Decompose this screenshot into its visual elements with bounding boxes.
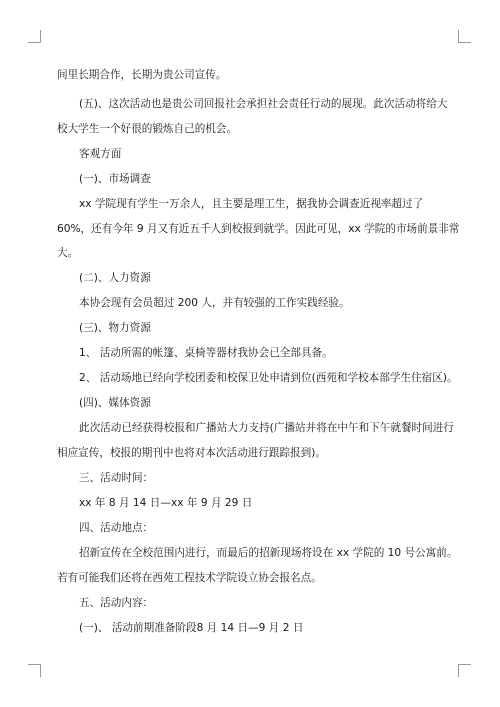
- section-heading: 三、活动时间：: [79, 472, 154, 484]
- section-heading: 四、活动地点：: [79, 522, 154, 534]
- text-line: 相应宣传，校报的期刊中也将对本次活动进行跟踪报到)。: [57, 447, 326, 459]
- corner-mark-top-left: [28, 30, 41, 43]
- list-item: 1、 活动所需的帐篷、桌椅等器材我协会已全部具备。: [79, 347, 333, 359]
- text-line: 若有可能我们还将在西苑工程技术学院设立协会报名点。: [57, 572, 322, 584]
- text-line: (五)、这次活动也是贵公司回报社会承担社会责任行动的展现。此次活动将给大: [79, 98, 448, 110]
- subsection-heading: (三)、物力资源: [79, 322, 151, 334]
- text-line: 本协会现有会员超过 200 人，并有较强的工作实践经验。: [79, 297, 350, 309]
- subsection-heading: (二)、人力资源: [79, 272, 151, 284]
- list-item: 2、 活动场地已经向学校团委和校保卫处申请到位(西苑和学校本部学生住宿区)。: [79, 372, 458, 384]
- section-heading: 客观方面: [79, 148, 122, 160]
- corner-mark-top-right: [458, 30, 471, 43]
- subsection-heading: (一)、 活动前期准备阶段8 月 14 日—9 月 2 日: [79, 622, 304, 634]
- text-line: 大。: [57, 247, 79, 259]
- corner-mark-bottom-right: [458, 664, 471, 677]
- text-line: 此次活动已经获得校报和广播站大力支持(广播站并将在中午和下午就餐时间进行: [79, 422, 454, 434]
- text-line: xx 学院现有学生一万余人，且主要是理工生，据我协会调查近视率超过了: [79, 198, 424, 210]
- text-line: xx 年 8 月 14 日—xx 年 9 月 29 日: [79, 497, 253, 509]
- subsection-heading: (一)、市场调查: [79, 173, 151, 185]
- subsection-heading: (四)、媒体资源: [79, 397, 151, 409]
- corner-mark-bottom-left: [28, 664, 41, 677]
- text-line: 60%，还有今年 9 月又有近五千人到校报到就学。因此可见，xx 学院的市场前景非常: [57, 223, 460, 235]
- text-line: 校大学生一个好很的锻炼自己的机会。: [57, 123, 238, 135]
- text-line: 间里长期合作，长期为贵公司宣传。: [57, 69, 227, 81]
- section-heading: 五、活动内容：: [79, 597, 154, 609]
- text-line: 招新宣传在全校范围内进行，而最后的招新现场将设在 xx 学院的 10 号公寓前。: [79, 547, 458, 559]
